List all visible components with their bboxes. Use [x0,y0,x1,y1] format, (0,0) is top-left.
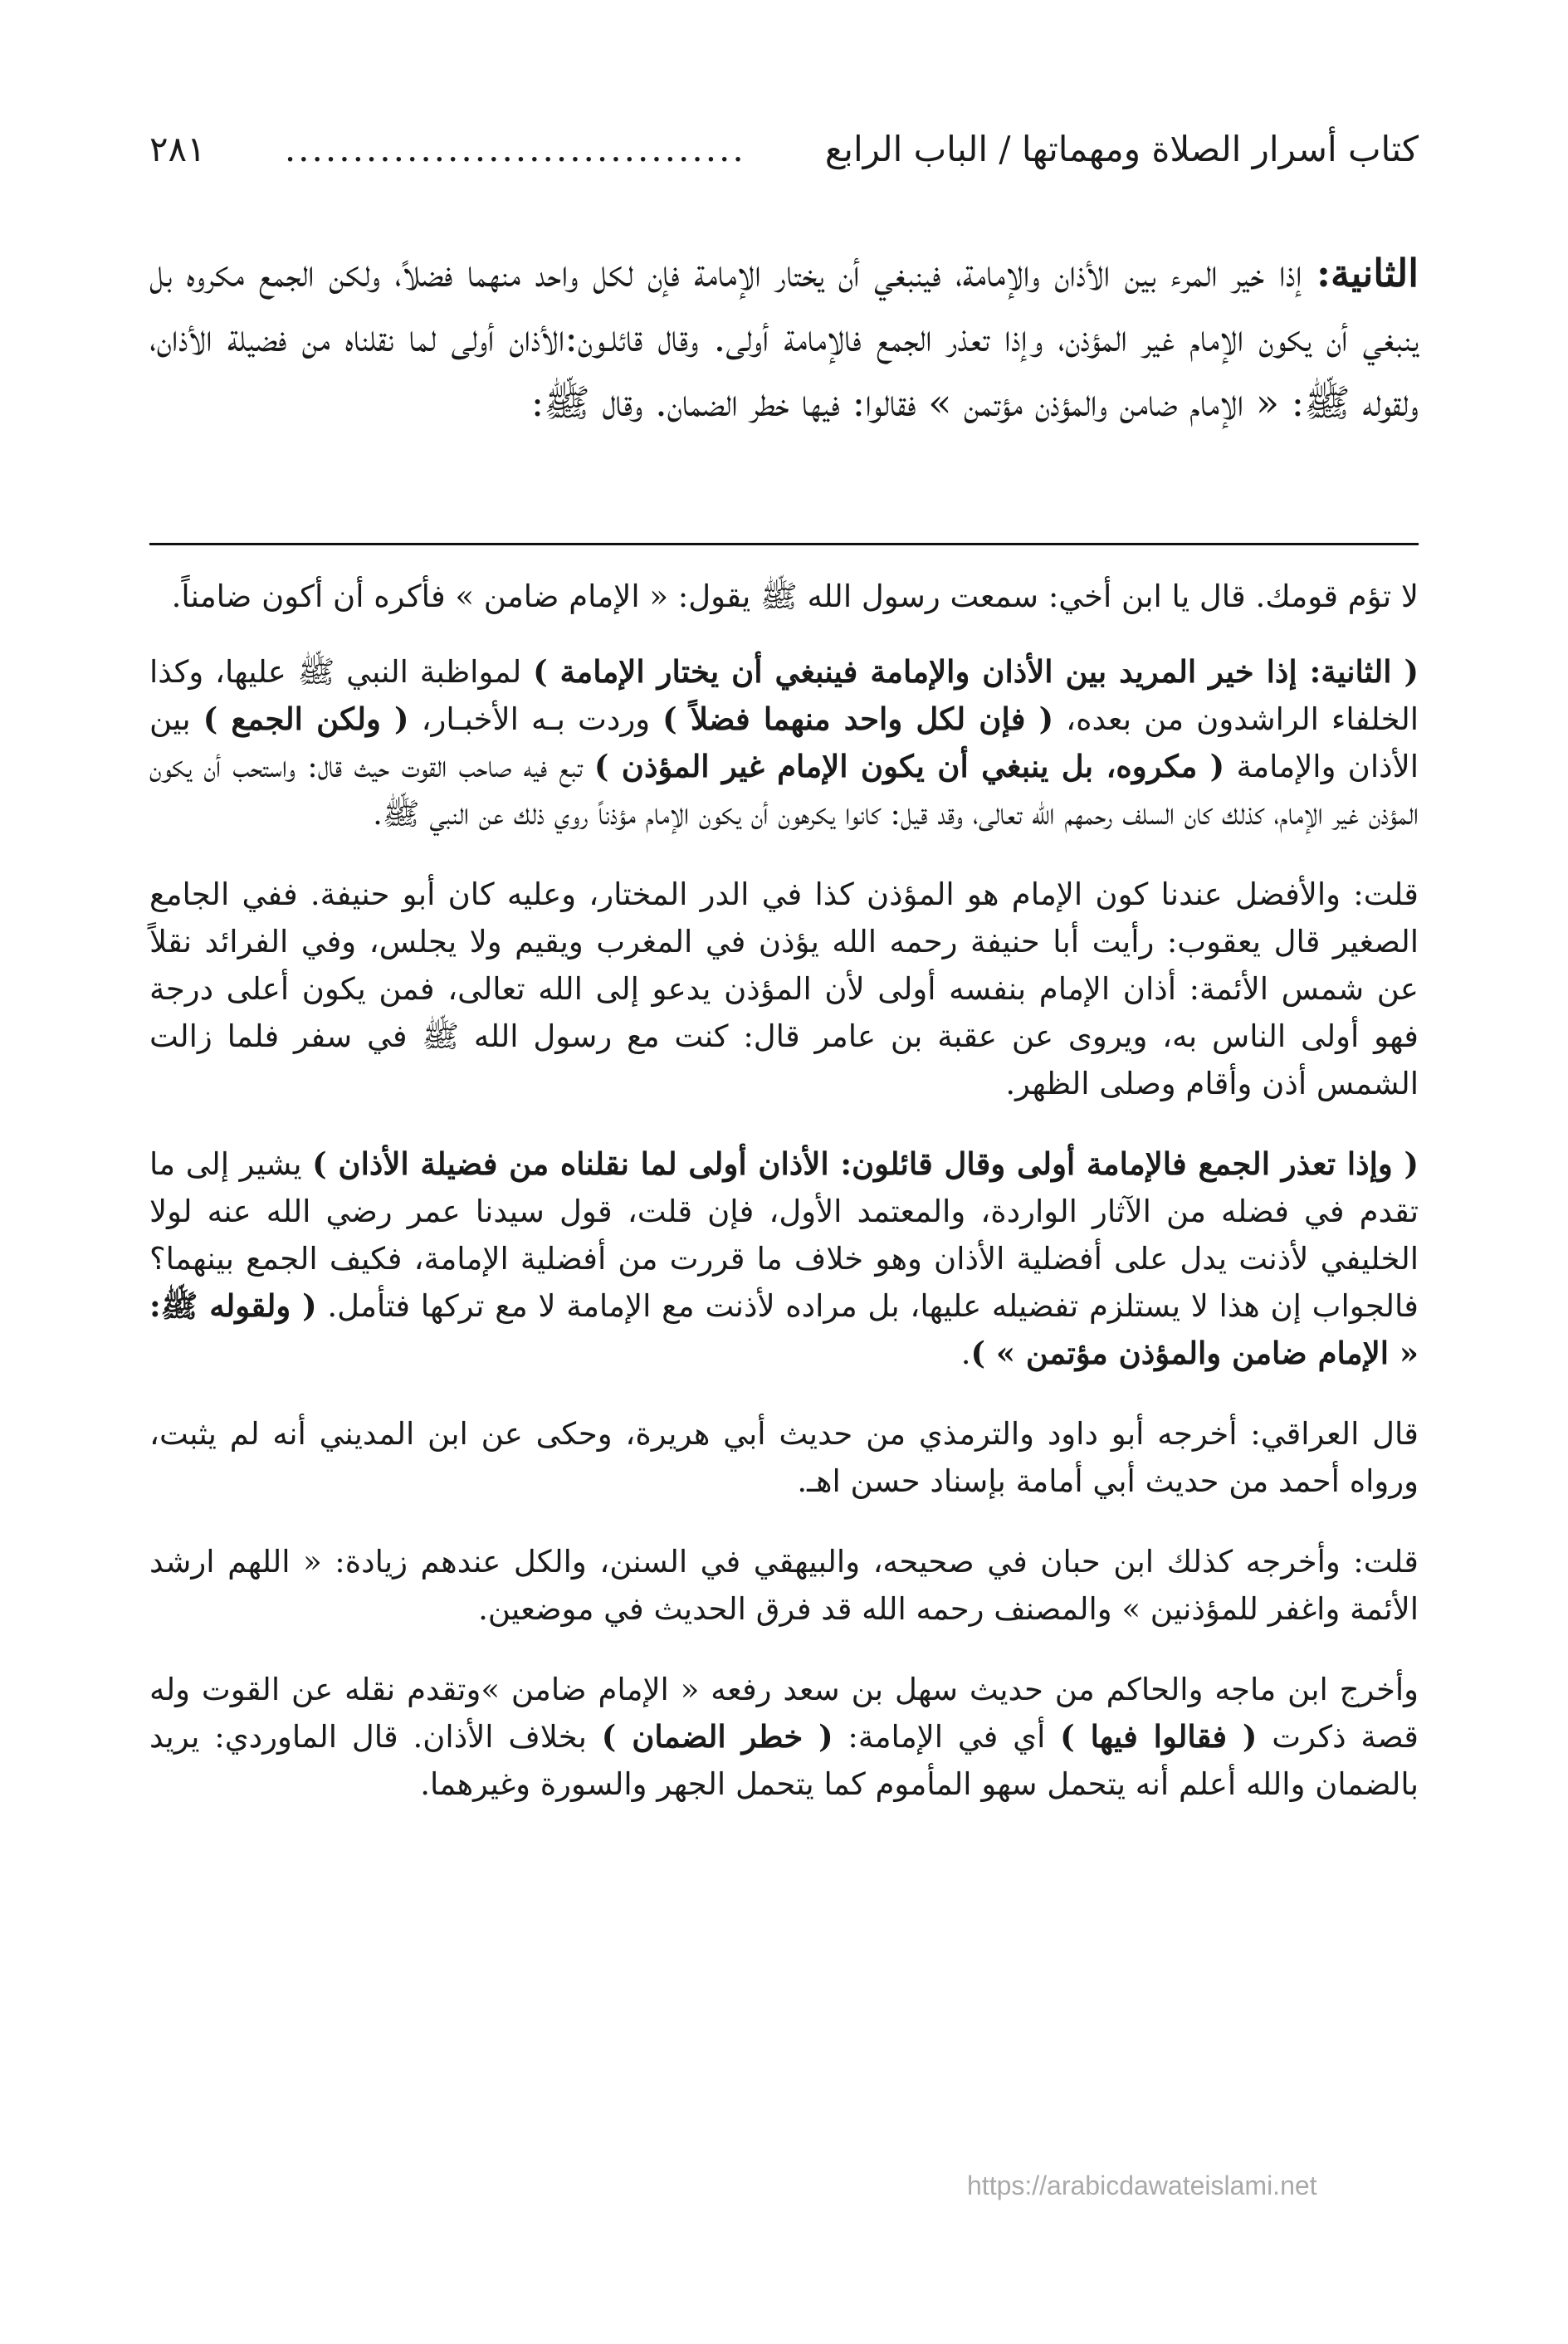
quoted-text: ( فإن لكل واحد منهما فضلاً ) [662,701,1054,737]
quoted-text: ( ولكن الجمع ) [203,701,409,737]
dot-leader: .................................. [284,129,746,169]
running-head-title: كتاب أسرار الصلاة ومهماتها / الباب الرابع [824,129,1419,169]
commentary-paragraph-7 [149,1666,1419,1808]
commentary-text: لمواظبة النبي ﷺ عليها، وكذا الخلفاء الراشدون من بعده، [149,654,1419,737]
commentary-text: وأخرج ابن ماجه والحاكم من حديث سهل بن سعد رفعه « الإمام ضامن »وتقدم نقله عن القوت وله قصة ذكرت [149,1672,1419,1755]
commentary-paragraph-3: قلت: والأفضل عندنا كون الإمام هو المؤذن كذا في الدر المختار، وعليه كان أبو حنيفة. ففي الجامع الصغير قال يعقوب: رأيت أبا حنيفة رحمه الله يؤذن في المغرب ويقيم ولا يجلس، وفي الفرائد نقلاً عن شمس الأئمة: أذان الإمام بنفسه أولى لأن المؤذن يدعو إلى الله تعالى، فمن يكون أعلى درجة فهو أولى الناس به، ويروى عن عقبة بن عامر قال: كنت مع رسول الله ﷺ في سفر فلما زالت الشمس أذن وأقام وصلى الظهر. [149,877,1419,1101]
footnote-divider [149,543,1419,545]
quoted-text: ( فقالوا فيها ) [1060,1718,1258,1755]
commentary-text: بخلاف الأذان. قال الماوردي: يريد بالضمان والله أعلم أنه يتحمل سهو المأموم كما يتحمل الجهر والسورة وغيرهما. [149,1719,1419,1802]
commentary-text: وردت بـه الأخبـار، [408,701,663,737]
watermark-url: https://arabicdawateislami.net [967,2171,1317,2200]
commentary-text: . [960,1336,971,1371]
page-number: ٢٨١ [149,129,206,169]
commentary-text: بين الأذان والإمامة [149,701,1419,784]
quoted-text: ( الثانية: إذا خير المريد بين الأذان والإمامة فينبغي أن يختار الإمامة ) [533,653,1419,690]
main-text-body: إذا خير المرء بين الأذان والإمامة، فينبغي أن يختار الإمامة فإن لكل واحد منهما فضلاً، ولكن الجمع مكروه بل ينبغي أن يكون الإمام غير المؤذن، وإذا تعذر الجمع فالإمامة أولى. وقال قائلـون:الأذان أولى لما نقلناه من فضيلة الأذان، ولقوله ﷺ: « الإمام ضامن والمؤذن مؤتمن » فقالوا: فيها خطر الضمان. وقال ﷺ: [149,251,1419,425]
commentary-paragraph-4 [149,1140,1419,1377]
commentary-paragraph-5: قال العراقي: أخرجه أبو داود والترمذي من حديث أبي هريرة، وحكى عن ابن المديني أنه لم يثبت، ورواه أحمد من حديث أبي أمامة بإسناد حسن اهـ. [149,1416,1419,1499]
commentary-text: يشير إلى ما تقدم في فضله من الآثار الواردة، والمعتمد الأول، فإن قلت، قول سيدنا عمر رضي الله عنه لولا الخليفي لأذنت يدل على أفضلية الأذان وهو خلاف ما قررت من أفضلية الإمامة، فكيف الجمع بينهما؟ فالجواب إن هذا لا يستلزم تفضيله عليها، بل مراده لأذنت مع الإمامة لا مع تركها فتأمل. [149,1146,1419,1324]
commentary-text: تبع فيه صاحب القوت حيث قال: واستحب أن يكون المؤذن غير الإمام، كذلك كان السلف رحمهم الله تعالى، وقد قيل: كانوا يكرهون أن يكون الإمام مؤذناً روي ذلك عن النبي ﷺ. [149,749,1419,832]
quoted-text: ( خطر الضمان ) [601,1718,833,1755]
commentary-paragraph-1: لا تؤم قومك. قال يا ابن أخي: سمعت رسول الله ﷺ يقول: « الإمام ضامن » فأكره أن أكون ضامناً. [171,579,1419,614]
quoted-text: ( وإذا تعذر الجمع فالإمامة أولى وقال قائلون: الأذان أولى لما نقلناه من فضيلة الأذان ) [312,1145,1419,1182]
main-lead-word: الثانية: [1316,251,1419,295]
running-head [149,125,1419,174]
quoted-text: ( مكروه، بل ينبغي أن يكون الإمام غير المؤذن ) [593,748,1225,784]
quoted-text: ( ولقوله ﷺ: « الإمام ضامن والمؤذن مؤتمن » ) [149,1287,1419,1371]
commentary-text: أي في الإمامة: [833,1719,1061,1755]
commentary-paragraph-2 [149,648,1419,837]
main-text [149,241,1419,435]
commentary-paragraph-6: قلت: وأخرجه كذلك ابن حبان في صحيحه، والبيهقي في السنن، والكل عندهم زيادة: « اللهم ارشد الأئمة واغفر للمؤذنين » والمصنف رحمه الله قد فرق الحديث في موضعين. [149,1544,1419,1627]
commentary [149,573,1419,1841]
